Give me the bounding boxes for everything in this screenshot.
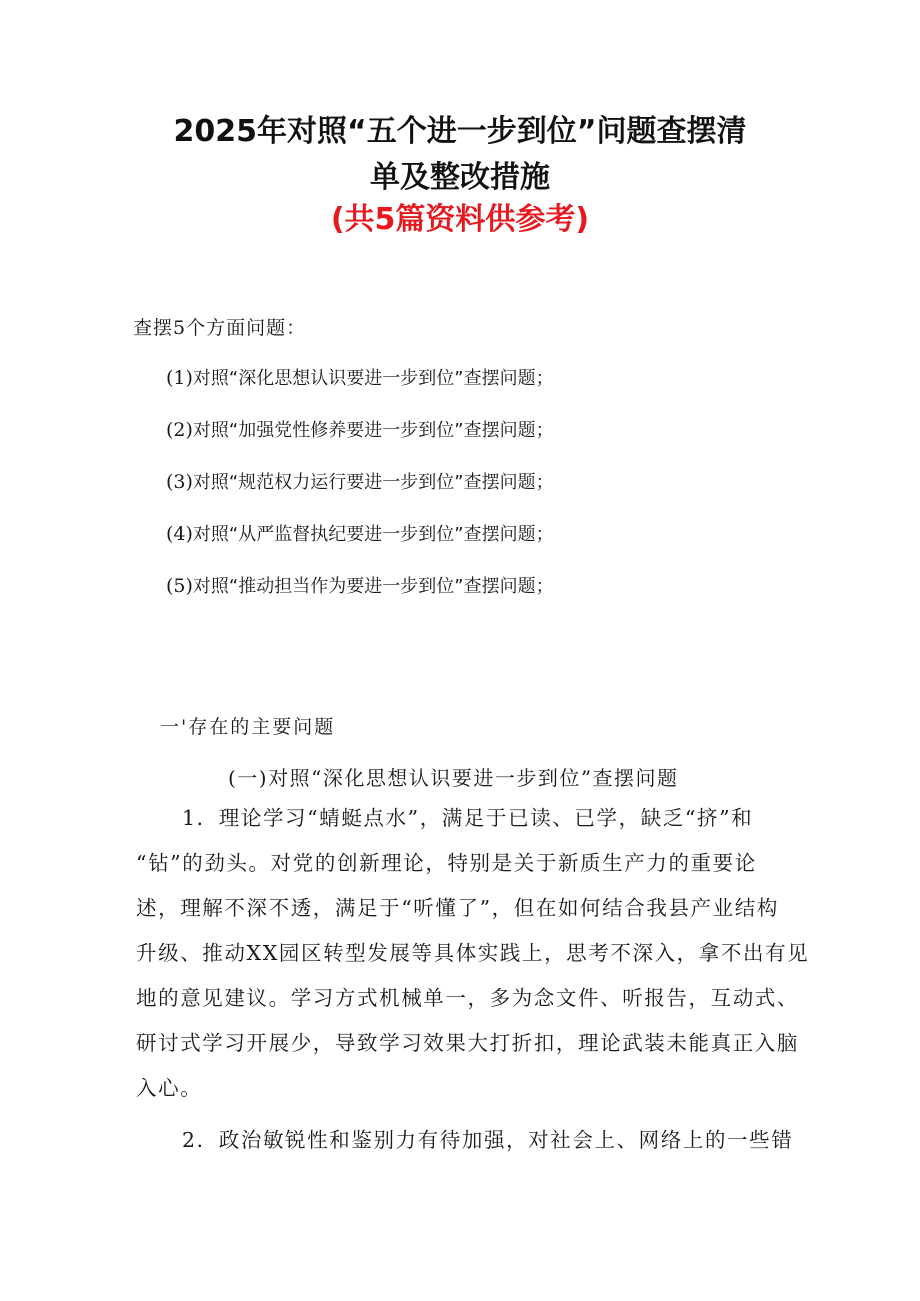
- list-item: [166, 520, 554, 546]
- document-subtitle: (共5篇资料供参考): [330, 202, 590, 237]
- document-title-line-2: 单及整改措施: [370, 160, 550, 195]
- list-item: [166, 468, 554, 494]
- subsection-heading: (一)对照“深化思想认识要进一步到位”查摆问题: [228, 766, 679, 790]
- paragraph-line: 地的意见建议。学习方式机械单一，多为念文件、听报告，互动式、: [136, 986, 799, 1010]
- list-item-number: (4): [166, 523, 193, 545]
- list-item: [166, 364, 554, 390]
- intro-text: 查摆5个方面问题：: [133, 317, 307, 339]
- paragraph-line: 升级、推动XX园区转型发展等具体实践上，思考不深入，拿不出有见: [136, 941, 810, 965]
- list-item-number: (3): [166, 471, 193, 493]
- paragraph-line: 2．政治敏锐性和鉴别力有待加强，对社会上、网络上的一些错: [182, 1128, 794, 1152]
- list-item-number: (2): [166, 419, 193, 441]
- list-item-number: (1): [166, 367, 193, 389]
- paragraph-line: 入心。: [136, 1076, 203, 1100]
- list-item-number: (5): [166, 575, 193, 597]
- list-item-text: 对照“推动担当作为要进一步到位”查摆问题；: [192, 576, 554, 597]
- list-item: [166, 572, 554, 598]
- paragraph-line: 研讨式学习开展少，导致学习效果大打折扣，理论武装未能真正入脑: [136, 1031, 799, 1055]
- list-item-text: 对照“加强党性修养要进一步到位”查摆问题；: [192, 420, 554, 441]
- paragraph-line: 1．理论学习“蜻蜓点水”，满足于已读、已学，缺乏“挤”和: [182, 806, 754, 830]
- list-item: [166, 416, 554, 442]
- section-heading: 一'存在的主要问题: [160, 716, 336, 738]
- list-item-text: 对照“从严监督执纪要进一步到位”查摆问题；: [192, 524, 554, 545]
- list-item-text: 对照“规范权力运行要进一步到位”查摆问题；: [192, 472, 554, 493]
- paragraph-line: “钻”的劲头。对党的创新理论，特别是关于新质生产力的重要论: [136, 851, 757, 875]
- list-item-text: 对照“深化思想认识要进一步到位”查摆问题；: [192, 368, 554, 389]
- paragraph-line: 述，理解不深不透，满足于“听懂了”，但在如何结合我县产业结构: [136, 896, 779, 920]
- document-title-line-1: 2025年对照“五个进一步到位”问题查摆清: [173, 114, 747, 149]
